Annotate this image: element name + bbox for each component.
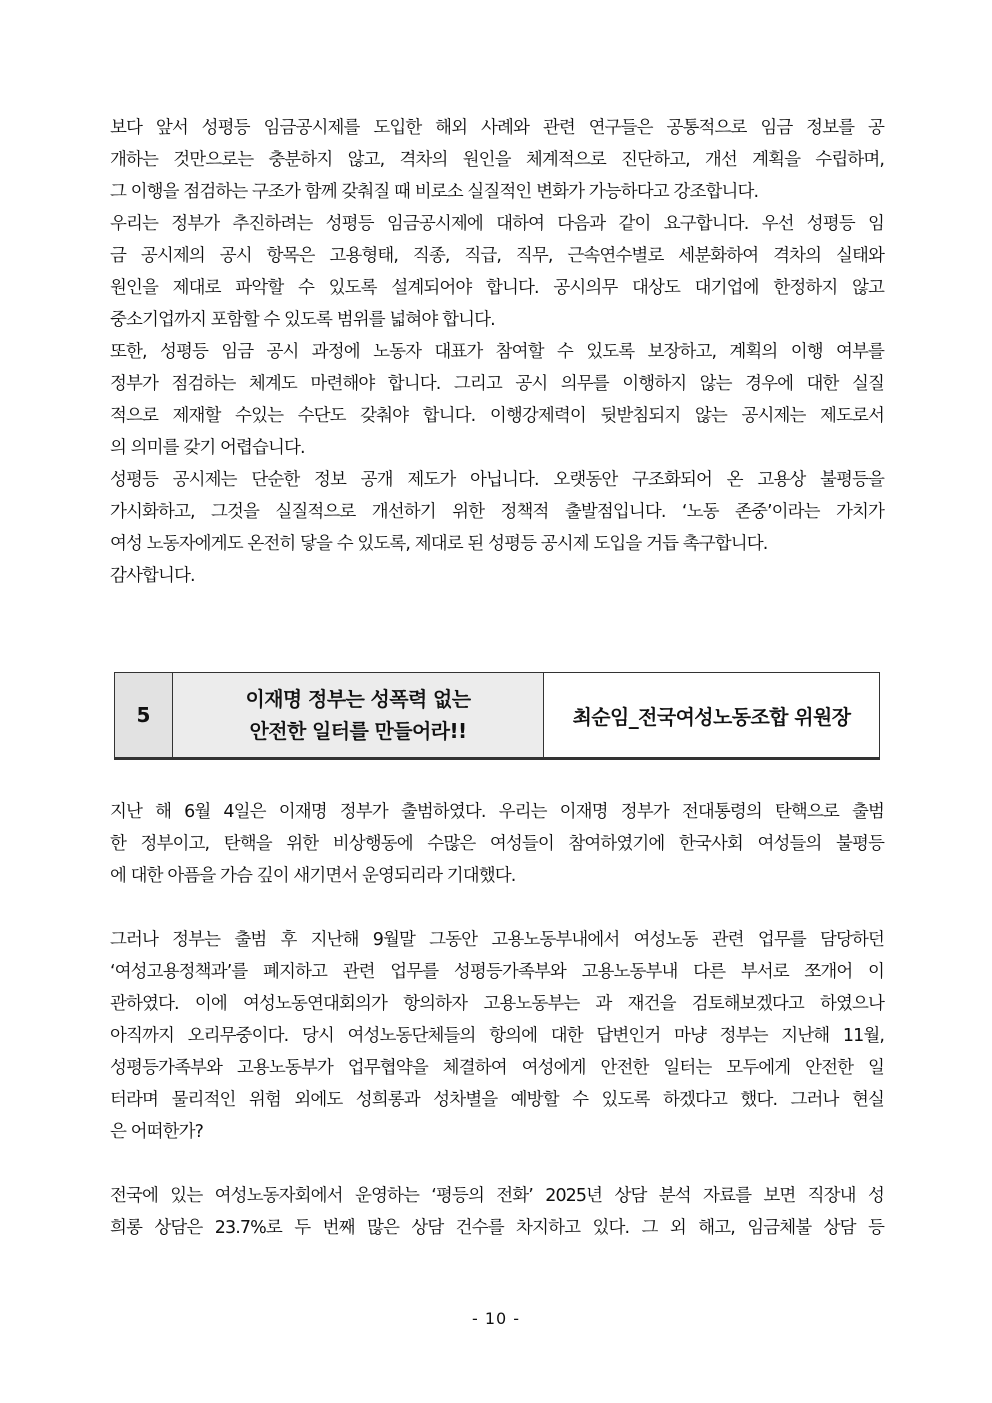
section-header-box [114,672,880,758]
intro-paragraph-5 [110,560,884,592]
section-number: 5 [115,673,173,757]
text-line: 터라며 물리적인 위험 외에도 성희롱과 성차별을 예방할 수 있도록 하겠다고 했다. 그러나 현실 [110,1090,884,1110]
text-line: 그러나 정부는 출범 후 지난해 9월말 그동안 고용노동부내에서 여성노동 관련 업무를 담당하던 [110,930,884,950]
intro-paragraph-4 [110,464,884,560]
text-line: 성평등가족부와 고용노동부가 업무협약을 체결하여 여성에게 안전한 일터는 모두에게 안전한 일 [110,1058,884,1078]
text-line: 아직까지 오리무중이다. 당시 여성노동단체들의 항의에 대한 답변인거 마냥 정부는 지난해 11월, [110,1026,884,1046]
text-line: 금 공시제의 공시 항목은 고용형태, 직종, 직급, 직무, 근속연수별로 세분화하여 격차의 실태와 [110,246,884,266]
text-line: 은 어떠한가? [110,1122,204,1142]
text-line: 여성 노동자에게도 온전히 닿을 수 있도록, 제대로 된 성평등 공시제 도입을 거듭 촉구합니다. [110,534,768,554]
text-line: 중소기업까지 포함할 수 있도록 범위를 넓혀야 합니다. [110,310,495,330]
intro-paragraph-2 [110,208,884,336]
section-speaker: 최순임_전국여성노동조합 위원장 [572,704,851,729]
text-line: 관하였다. 이에 여성노동연대회의가 항의하자 고용노동부는 과 재건을 검토해보겠다고 하였으나 [110,994,884,1014]
page-number: - 10 - [471,1309,521,1328]
text-line: 또한, 성평등 임금 공시 과정에 노동자 대표가 참여할 수 있도록 보장하고, 계획의 이행 여부를 [110,342,884,362]
text-line: 감사합니다. [110,566,195,586]
text-line: 의 의미를 갖기 어렵습니다. [110,438,305,458]
section-title-line: 안전한 일터를 만들어라!! [249,719,467,743]
section-title [173,673,544,757]
text-line: 성평등 공시제는 단순한 정보 공개 제도가 아닙니다. 오랫동안 구조화되어 온 고용상 불평등을 [110,470,884,490]
text-line: 원인을 제대로 파악할 수 있도록 설계되어야 합니다. 공시의무 대상도 대기업에 한정하지 않고 [110,278,884,298]
text-line: 그 이행을 점검하는 구조가 함께 갖춰질 때 비로소 실질적인 변화가 가능하다고 강조합니다. [110,182,759,202]
text-line: 개하는 것만으로는 충분하지 않고, 격차의 원인을 체계적으로 진단하고, 개선 계획을 수립하며, [110,150,884,170]
intro-paragraph-3 [110,336,884,464]
text-line: 적으로 제재할 수있는 수단도 갖춰야 합니다. 이행강제력이 뒷받침되지 않는 공시제는 제도로서 [110,406,884,426]
text-line: 가시화하고, 그것을 실질적으로 개선하기 위한 정책적 출발점입니다. ‘노동 존중’이라는 가치가 [110,502,884,522]
text-line: 보다 앞서 성평등 임금공시제를 도입한 해외 사례와 관련 연구들은 공통적으로 임금 정보를 공 [110,118,884,138]
body-paragraph-2 [110,924,884,1148]
text-line: 한 정부이고, 탄핵을 위한 비상행동에 수많은 여성들이 참여하였기에 한국사회 여성들의 불평등 [110,834,884,854]
text-line: 에 대한 아픔을 가슴 깊이 새기면서 운영되리라 기대했다. [110,866,516,886]
text-line: 지난 해 6월 4일은 이재명 정부가 출범하였다. 우리는 이재명 정부가 전대통령의 탄핵으로 출범 [110,802,884,822]
text-line: 희롱 상담은 23.7%로 두 번째 많은 상담 건수를 차지하고 있다. 그 외 해고, 임금체불 상담 등 [110,1218,884,1238]
section-title-line: 이재명 정부는 성폭력 없는 [245,687,471,711]
text-line: 우리는 정부가 추진하려는 성평등 임금공시제에 대하여 다음과 같이 요구합니다. 우선 성평등 임 [110,214,884,234]
text-line: 전국에 있는 여성노동자회에서 운영하는 ‘평등의 전화’ 2025년 상담 분석 자료를 보면 직장내 성 [110,1186,884,1206]
body-paragraph-1 [110,796,884,892]
intro-paragraph-1 [110,112,884,208]
text-line: 정부가 점검하는 체계도 마련해야 합니다. 그리고 공시 의무를 이행하지 않는 경우에 대한 실질 [110,374,884,394]
body-paragraph-3 [110,1180,884,1244]
text-line: ‘여성고용정책과’를 폐지하고 관련 업무를 성평등가족부와 고용노동부내 다른 부서로 쪼개어 이 [110,962,884,982]
